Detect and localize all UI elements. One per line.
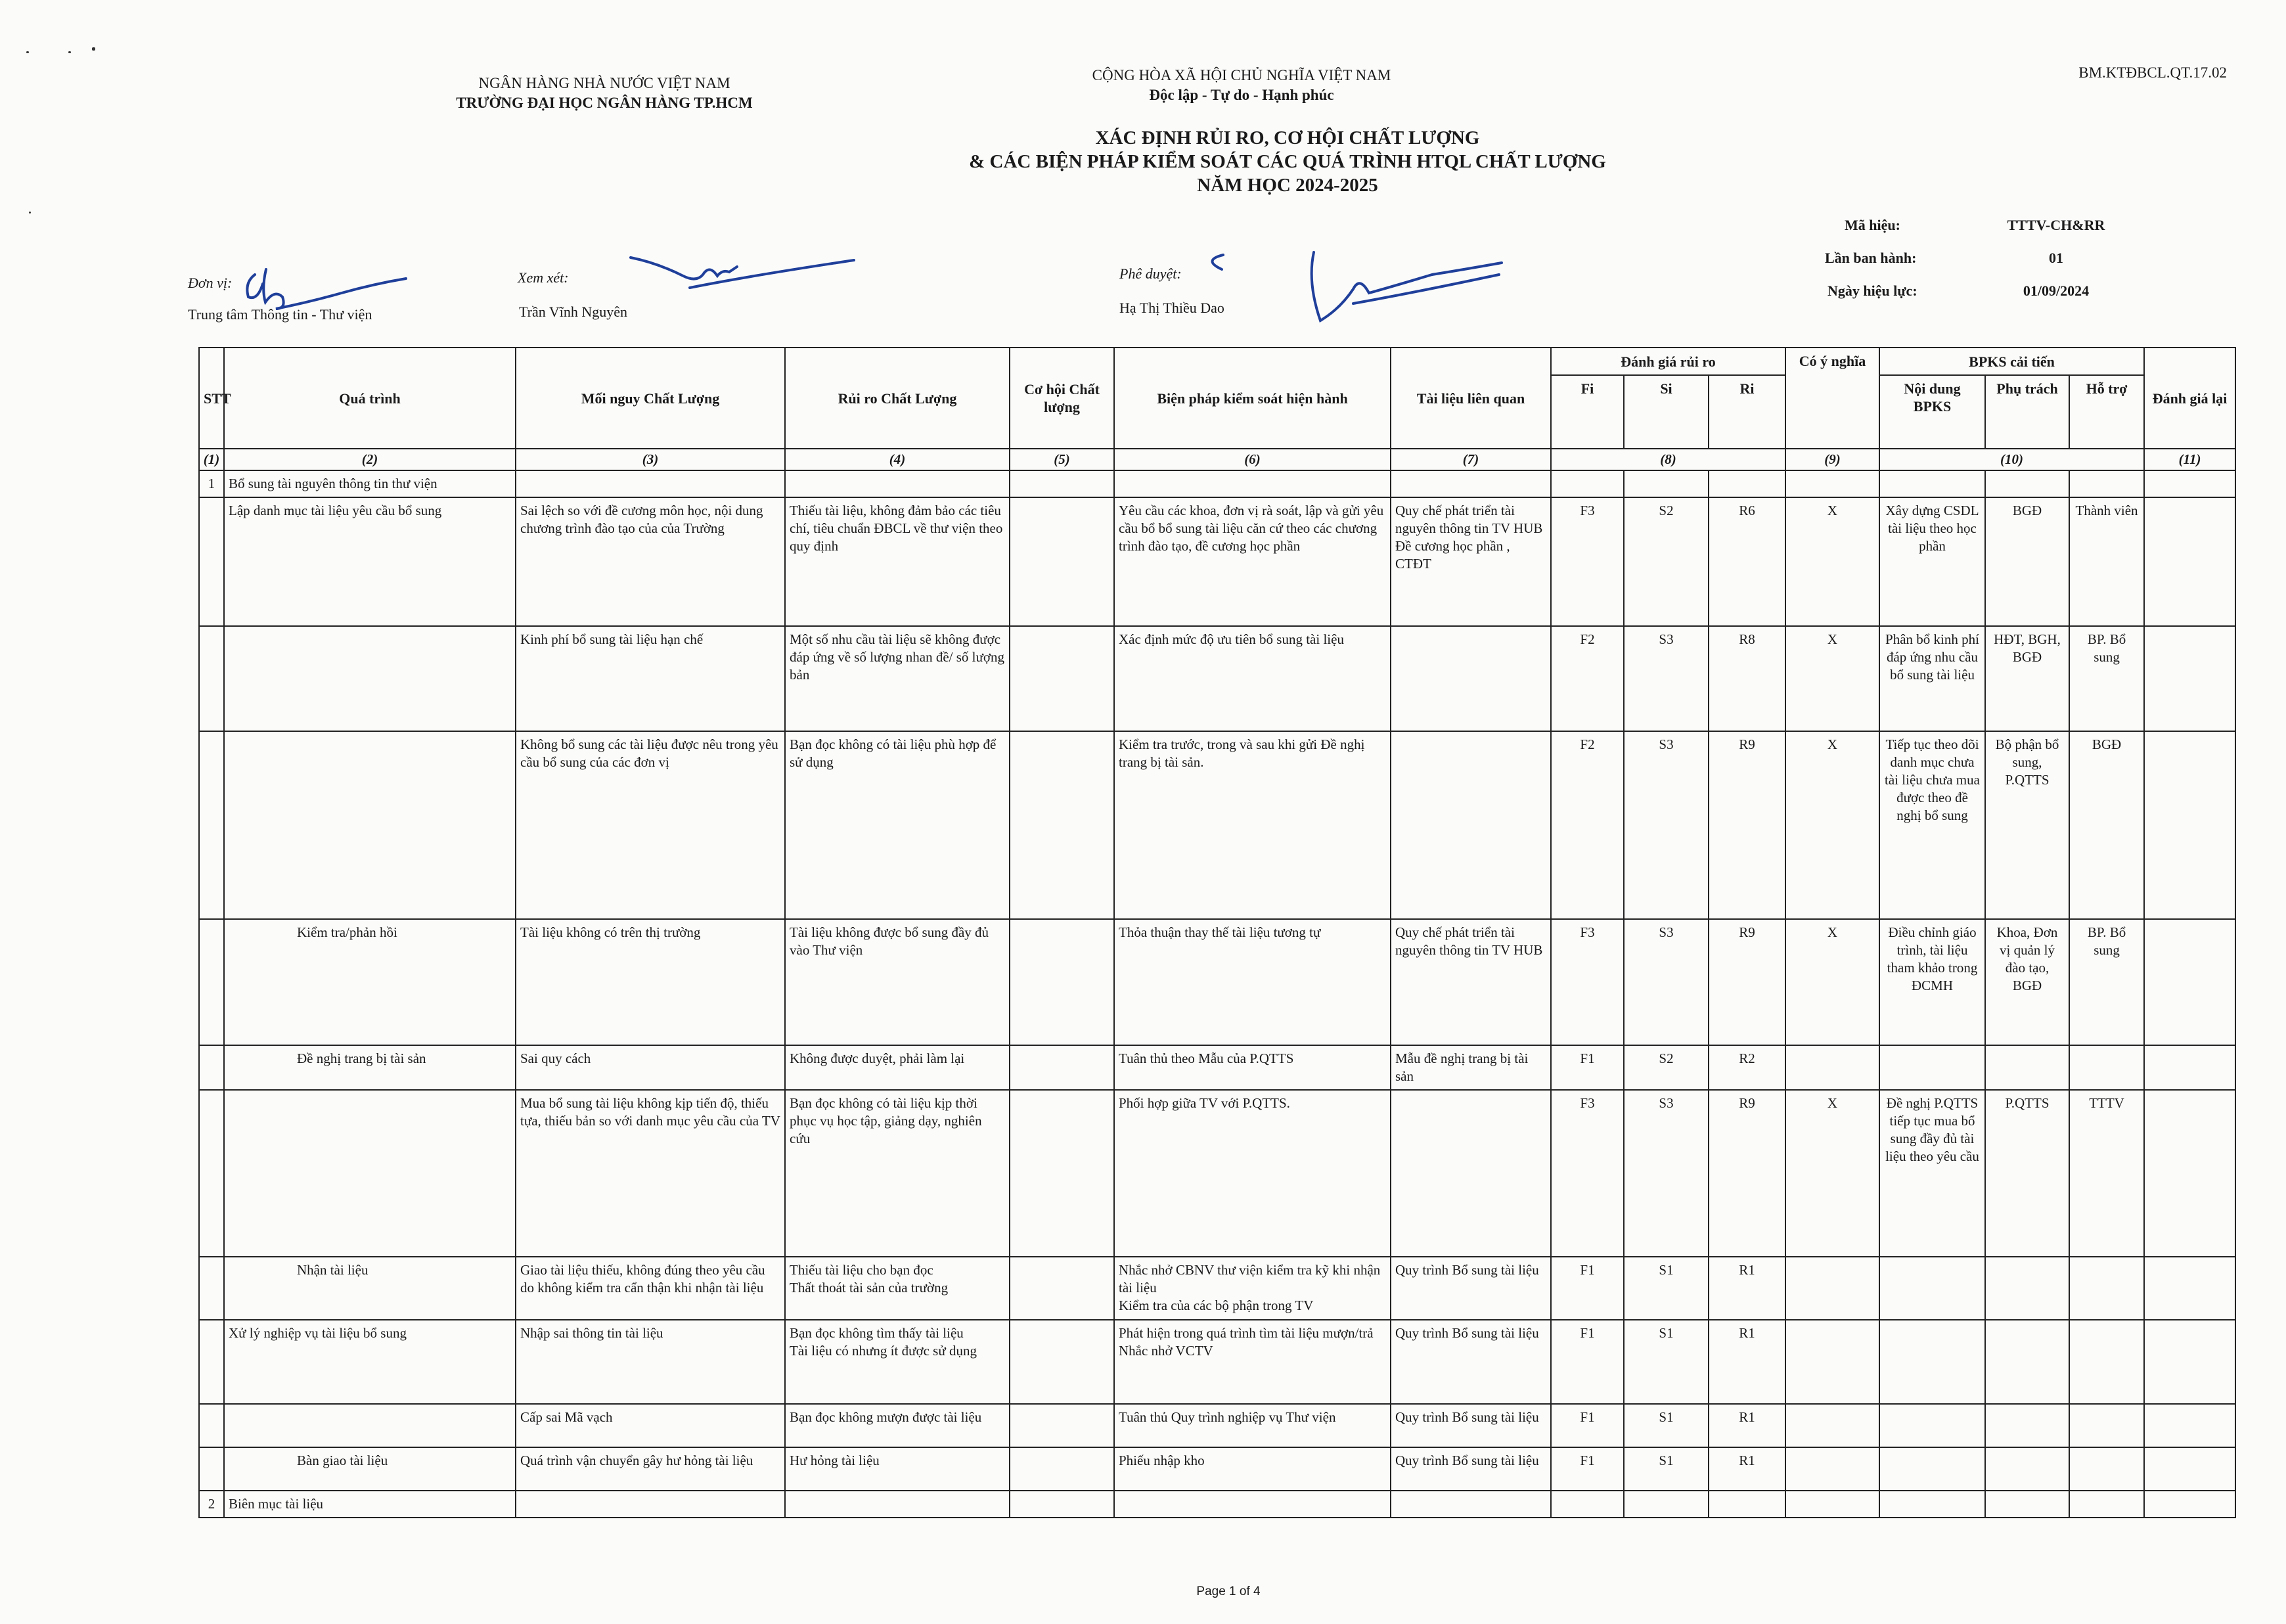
- docs-cell: Quy trình Bổ sung tài liệu: [1391, 1404, 1551, 1447]
- bpks-content-cell: Điều chỉnh giáo trình, tài liệu tham khảo trong ĐCMH: [1879, 919, 1985, 1045]
- si-cell: S2: [1624, 497, 1709, 626]
- review-label: Xem xét:: [518, 269, 569, 286]
- significant-cell: X: [1785, 497, 1879, 626]
- docs-cell: Quy trình Bổ sung tài liệu: [1391, 1320, 1551, 1404]
- si-cell: S1: [1624, 1257, 1709, 1320]
- risk-cell: Không được duyệt, phải làm lại: [785, 1045, 1010, 1090]
- risk-cell: Bạn đọc không tìm thấy tài liệu Tài liệu có nhưng ít được sử dụng: [785, 1320, 1010, 1404]
- opportunity-cell: [1010, 919, 1114, 1045]
- bpks-support-cell: [2069, 1320, 2144, 1404]
- reeval-cell: [2144, 1404, 2235, 1447]
- bpks-content-cell: Tiếp tục theo dõi danh mục chưa tài liệu chưa mua được theo đề nghị bổ sung: [1879, 731, 1985, 919]
- risk-rows: [199, 497, 2235, 1491]
- bpks-content-cell: Đề nghị P.QTTS tiếp tục mua bổ sung đầy đủ tài liệu theo yêu cầu: [1879, 1090, 1985, 1257]
- docs-cell: Quy chế phát triển tài nguyên thông tin TV HUB Đề cương học phần , CTĐT: [1391, 497, 1551, 626]
- reeval-cell: [2144, 626, 2235, 731]
- bpks-owner-cell: [1985, 1257, 2069, 1320]
- hazard-cell: Không bổ sung các tài liệu được nêu trong yêu cầu bổ sung của các đơn vị: [516, 731, 785, 919]
- control-cell: Tuân thủ Quy trình nghiệp vụ Thư viện: [1114, 1404, 1391, 1447]
- col-number: (6): [1114, 449, 1391, 470]
- opportunity-cell: [1010, 731, 1114, 919]
- control-cell: Nhắc nhở CBNV thư viện kiểm tra kỹ khi nhận tài liệu Kiểm tra của các bộ phận trong TV: [1114, 1257, 1391, 1320]
- hazard-cell: Sai quy cách: [516, 1045, 785, 1090]
- control-cell: Thỏa thuận thay thế tài liệu tương tự: [1114, 919, 1391, 1045]
- th-risk-eval: Đánh giá rủi ro: [1551, 348, 1785, 375]
- hazard-cell: Sai lệch so với đề cương môn học, nội dung chương trình đào tạo của của Trường: [516, 497, 785, 626]
- opportunity-cell: [1010, 1257, 1114, 1320]
- bpks-content-cell: [1879, 1257, 1985, 1320]
- bpks-owner-cell: [1985, 1320, 2069, 1404]
- bpks-owner-cell: BGĐ: [1985, 497, 2069, 626]
- th-process: Quá trình: [224, 348, 516, 449]
- docs-cell: [1391, 626, 1551, 731]
- hazard-cell: Nhập sai thông tin tài liệu: [516, 1320, 785, 1404]
- control-cell: Phối hợp giữa TV với P.QTTS.: [1114, 1090, 1391, 1257]
- significant-cell: [1785, 1320, 1879, 1404]
- hazard-cell: Mua bổ sung tài liệu không kịp tiến độ, thiếu tựa, thiếu bản so với danh mục yêu cầu của TV: [516, 1090, 785, 1257]
- th-stt: STT: [199, 348, 224, 449]
- effective-label: Ngày hiệu lực:: [1827, 282, 1917, 299]
- table-row: [199, 919, 2235, 1045]
- si-cell: S3: [1624, 919, 1709, 1045]
- docs-cell: Mẫu đề nghị trang bị tài sản: [1391, 1045, 1551, 1090]
- column-number-row: [199, 449, 2235, 470]
- reeval-cell: [2144, 497, 2235, 626]
- significant-cell: [1785, 1404, 1879, 1447]
- col-number: (2): [224, 449, 516, 470]
- risk-cell: Bạn đọc không có tài liệu kịp thời phục vụ học tập, giảng dạy, nghiên cứu: [785, 1090, 1010, 1257]
- ri-cell: R9: [1709, 1090, 1785, 1257]
- title-line-1: XÁC ĐỊNH RỦI RO, CƠ HỘI CHẤT LƯỢNG: [1095, 127, 1480, 148]
- reeval-cell: [2144, 1447, 2235, 1491]
- bpks-owner-cell: Khoa, Đơn vị quản lý đào tạo, BGĐ: [1985, 919, 2069, 1045]
- unit-label: Đơn vị:: [188, 275, 233, 291]
- docs-cell: Quy chế phát triển tài nguyên thông tin TV HUB: [1391, 919, 1551, 1045]
- org-line-2: TRƯỜNG ĐẠI HỌC NGÂN HÀNG TP.HCM: [456, 95, 753, 111]
- th-bpks-owner: Phụ trách: [1985, 375, 2069, 449]
- table-row: [199, 1447, 2235, 1491]
- hazard-cell: Quá trình vận chuyển gây hư hỏng tài liệu: [516, 1447, 785, 1491]
- risk-cell: Bạn đọc không mượn được tài liệu: [785, 1404, 1010, 1447]
- stt-cell: [199, 919, 224, 1045]
- hazard-cell: Cấp sai Mã vạch: [516, 1404, 785, 1447]
- process-cell: Đề nghị trang bị tài sản: [224, 1045, 516, 1090]
- effective-value: 01/09/2024: [2023, 282, 2090, 299]
- docs-cell: [1391, 1090, 1551, 1257]
- ri-cell: R6: [1709, 497, 1785, 626]
- stt-cell: [199, 1404, 224, 1447]
- docs-cell: [1391, 731, 1551, 919]
- table-row: [199, 731, 2235, 919]
- bpks-support-cell: [2069, 1404, 2144, 1447]
- th-docs: Tài liệu liên quan: [1391, 348, 1551, 449]
- section-number: 1: [199, 470, 224, 497]
- ri-cell: R1: [1709, 1447, 1785, 1491]
- th-bpks-content: Nội dung BPKS: [1879, 375, 1985, 449]
- opportunity-cell: [1010, 1090, 1114, 1257]
- org-line-1: NGÂN HÀNG NHÀ NƯỚC VIỆT NAM: [478, 75, 730, 91]
- risk-cell: Thiếu tài liệu cho bạn đọc Thất thoát tài sản của trường: [785, 1257, 1010, 1320]
- fi-cell: F3: [1551, 1090, 1624, 1257]
- table-row: [199, 1090, 2235, 1257]
- col-number: (3): [516, 449, 785, 470]
- section-row-2: [199, 1491, 2235, 1518]
- si-cell: S3: [1624, 1090, 1709, 1257]
- ri-cell: R9: [1709, 919, 1785, 1045]
- col-number: (5): [1010, 449, 1114, 470]
- process-cell: Xử lý nghiệp vụ tài liệu bổ sung: [224, 1320, 516, 1404]
- th-si: Si: [1624, 375, 1709, 449]
- bpks-owner-cell: [1985, 1045, 2069, 1090]
- code-value: TTTV-CH&RR: [2007, 217, 2105, 233]
- bpks-support-cell: BP. Bổ sung: [2069, 626, 2144, 731]
- reeval-cell: [2144, 1257, 2235, 1320]
- stt-cell: [199, 626, 224, 731]
- fi-cell: F1: [1551, 1404, 1624, 1447]
- ri-cell: R9: [1709, 731, 1785, 919]
- table-row: [199, 497, 2235, 626]
- opportunity-cell: [1010, 1320, 1114, 1404]
- th-significant: Có ý nghĩa: [1785, 348, 1879, 449]
- bpks-content-cell: Phân bổ kinh phí đáp ứng nhu cầu bổ sung tài liệu: [1879, 626, 1985, 731]
- fi-cell: F1: [1551, 1045, 1624, 1090]
- opportunity-cell: [1010, 497, 1114, 626]
- bpks-support-cell: BGĐ: [2069, 731, 2144, 919]
- risk-control-table: [198, 347, 2236, 1518]
- table-row: [199, 626, 2235, 731]
- control-cell: Phiếu nhập kho: [1114, 1447, 1391, 1491]
- bpks-content-cell: [1879, 1447, 1985, 1491]
- stt-cell: [199, 1045, 224, 1090]
- stt-cell: [199, 1320, 224, 1404]
- risk-cell: Thiếu tài liệu, không đảm bảo các tiêu chí, tiêu chuẩn ĐBCL về thư viện theo quy định: [785, 497, 1010, 626]
- section-title: Biên mục tài liệu: [224, 1491, 516, 1518]
- bpks-support-cell: Thành viên: [2069, 497, 2144, 626]
- title-line-2: & CÁC BIỆN PHÁP KIỂM SOÁT CÁC QUÁ TRÌNH HTQL CHẤT LƯỢNG: [969, 151, 1606, 172]
- bpks-support-cell: [2069, 1045, 2144, 1090]
- significant-cell: X: [1785, 626, 1879, 731]
- unit-name: Trung tâm Thông tin - Thư viện: [188, 306, 372, 323]
- col-number: (10): [1879, 449, 2144, 470]
- process-cell: Bàn giao tài liệu: [224, 1447, 516, 1491]
- fi-cell: F1: [1551, 1320, 1624, 1404]
- significant-cell: X: [1785, 919, 1879, 1045]
- fi-cell: F1: [1551, 1257, 1624, 1320]
- issue-value: 01: [2049, 250, 2063, 266]
- th-fi: Fi: [1551, 375, 1624, 449]
- bpks-support-cell: BP. Bổ sung: [2069, 919, 2144, 1045]
- bpks-owner-cell: HĐT, BGH, BGĐ: [1985, 626, 2069, 731]
- significant-cell: X: [1785, 731, 1879, 919]
- risk-cell: Một số nhu cầu tài liệu sẽ không được đáp ứng về số lượng nhan đề/ số lượng bản: [785, 626, 1010, 731]
- process-cell: Nhận tài liệu: [224, 1257, 516, 1320]
- col-number: (4): [785, 449, 1010, 470]
- significant-cell: [1785, 1447, 1879, 1491]
- bpks-content-cell: Xây dựng CSDL tài liệu theo học phần: [1879, 497, 1985, 626]
- si-cell: S1: [1624, 1404, 1709, 1447]
- table-row: [199, 1045, 2235, 1090]
- ri-cell: R2: [1709, 1045, 1785, 1090]
- stt-cell: [199, 497, 224, 626]
- bpks-owner-cell: Bộ phận bổ sung, P.QTTS: [1985, 731, 2069, 919]
- bpks-content-cell: [1879, 1045, 1985, 1090]
- col-number: (1): [199, 449, 224, 470]
- stt-cell: [199, 1090, 224, 1257]
- opportunity-cell: [1010, 1045, 1114, 1090]
- fi-cell: F2: [1551, 626, 1624, 731]
- th-reeval: Đánh giá lại: [2144, 348, 2235, 449]
- control-cell: Xác định mức độ ưu tiên bổ sung tài liệu: [1114, 626, 1391, 731]
- nation-line-1: CỘNG HÒA XÃ HỘI CHỦ NGHĨA VIỆT NAM: [1092, 67, 1391, 83]
- handwritten-signatures: [0, 0, 2286, 394]
- opportunity-cell: [1010, 1447, 1114, 1491]
- fi-cell: F2: [1551, 731, 1624, 919]
- fi-cell: F1: [1551, 1447, 1624, 1491]
- fi-cell: F3: [1551, 497, 1624, 626]
- bpks-owner-cell: [1985, 1447, 2069, 1491]
- stt-cell: [199, 731, 224, 919]
- col-number: (7): [1391, 449, 1551, 470]
- opportunity-cell: [1010, 1404, 1114, 1447]
- hazard-cell: Kinh phí bổ sung tài liệu hạn chế: [516, 626, 785, 731]
- ri-cell: R8: [1709, 626, 1785, 731]
- control-cell: Tuân thủ theo Mẫu của P.QTTS: [1114, 1045, 1391, 1090]
- reeval-cell: [2144, 731, 2235, 919]
- th-risk: Rủi ro Chất Lượng: [785, 348, 1010, 449]
- significant-cell: X: [1785, 1090, 1879, 1257]
- process-cell: [224, 1404, 516, 1447]
- approve-label: Phê duyệt:: [1119, 265, 1182, 282]
- ri-cell: R1: [1709, 1257, 1785, 1320]
- process-cell: [224, 626, 516, 731]
- process-cell: Kiểm tra/phản hồi: [224, 919, 516, 1045]
- si-cell: S1: [1624, 1320, 1709, 1404]
- reeval-cell: [2144, 1320, 2235, 1404]
- table-row: [199, 1320, 2235, 1404]
- th-bpks: BPKS cải tiến: [1879, 348, 2144, 375]
- control-cell: Yêu cầu các khoa, đơn vị rà soát, lập và gửi yêu cầu bổ bổ sung tài liệu căn cứ theo các chương trình đào tạo, đề cương học phần: [1114, 497, 1391, 626]
- table-row: [199, 1404, 2235, 1447]
- risk-cell: Tài liệu không được bổ sung đầy đủ vào Thư viện: [785, 919, 1010, 1045]
- significant-cell: [1785, 1257, 1879, 1320]
- issue-label: Lần ban hành:: [1825, 250, 1917, 266]
- si-cell: S3: [1624, 731, 1709, 919]
- th-bpks-support: Hỗ trợ: [2069, 375, 2144, 449]
- si-cell: S1: [1624, 1447, 1709, 1491]
- bpks-owner-cell: P.QTTS: [1985, 1090, 2069, 1257]
- opportunity-cell: [1010, 626, 1114, 731]
- col-number: (8): [1551, 449, 1785, 470]
- approve-name: Hạ Thị Thiều Dao: [1119, 300, 1224, 316]
- header-row-1: [199, 348, 2235, 375]
- form-code: BM.KTĐBCL.QT.17.02: [2078, 64, 2227, 81]
- process-cell: [224, 1090, 516, 1257]
- th-hazard: Mối nguy Chất Lượng: [516, 348, 785, 449]
- si-cell: S2: [1624, 1045, 1709, 1090]
- section-row-1: [199, 470, 2235, 497]
- stt-cell: [199, 1257, 224, 1320]
- reeval-cell: [2144, 919, 2235, 1045]
- reeval-cell: [2144, 1045, 2235, 1090]
- page-number: Page 1 of 4: [1196, 1585, 1261, 1598]
- ri-cell: R1: [1709, 1404, 1785, 1447]
- docs-cell: Quy trình Bổ sung tài liệu: [1391, 1447, 1551, 1491]
- process-cell: Lập danh mục tài liệu yêu cầu bổ sung: [224, 497, 516, 626]
- section-number: 2: [199, 1491, 224, 1518]
- risk-cell: Bạn đọc không có tài liệu phù hợp để sử dụng: [785, 731, 1010, 919]
- col-number: (11): [2144, 449, 2235, 470]
- th-opportunity: Cơ hội Chất lượng: [1010, 348, 1114, 449]
- review-name: Trần Vĩnh Nguyên: [519, 304, 628, 320]
- th-control: Biện pháp kiểm soát hiện hành: [1114, 348, 1391, 449]
- section-title: Bổ sung tài nguyên thông tin thư viện: [224, 470, 516, 497]
- control-cell: Kiểm tra trước, trong và sau khi gửi Đề nghị trang bị tài sản.: [1114, 731, 1391, 919]
- ri-cell: R1: [1709, 1320, 1785, 1404]
- hazard-cell: Giao tài liệu thiếu, không đúng theo yêu cầu do không kiểm tra cẩn thận khi nhận tài liệu: [516, 1257, 785, 1320]
- bpks-content-cell: [1879, 1320, 1985, 1404]
- bpks-content-cell: [1879, 1404, 1985, 1447]
- bpks-support-cell: TTTV: [2069, 1090, 2144, 1257]
- docs-cell: Quy trình Bổ sung tài liệu: [1391, 1257, 1551, 1320]
- process-cell: [224, 731, 516, 919]
- stt-cell: [199, 1447, 224, 1491]
- significant-cell: [1785, 1045, 1879, 1090]
- title-line-3: NĂM HỌC 2024-2025: [1197, 175, 1378, 196]
- risk-cell: Hư hỏng tài liệu: [785, 1447, 1010, 1491]
- control-cell: Phát hiện trong quá trình tìm tài liệu mượn/trả Nhắc nhở VCTV: [1114, 1320, 1391, 1404]
- nation-line-2: Độc lập - Tự do - Hạnh phúc: [1149, 87, 1334, 103]
- th-ri: Ri: [1709, 375, 1785, 449]
- fi-cell: F3: [1551, 919, 1624, 1045]
- bpks-owner-cell: [1985, 1404, 2069, 1447]
- reeval-cell: [2144, 1090, 2235, 1257]
- code-label: Mã hiệu:: [1845, 217, 1900, 233]
- hazard-cell: Tài liệu không có trên thị trường: [516, 919, 785, 1045]
- bpks-support-cell: [2069, 1257, 2144, 1320]
- col-number: (9): [1785, 449, 1879, 470]
- si-cell: S3: [1624, 626, 1709, 731]
- table-row: [199, 1257, 2235, 1320]
- bpks-support-cell: [2069, 1447, 2144, 1491]
